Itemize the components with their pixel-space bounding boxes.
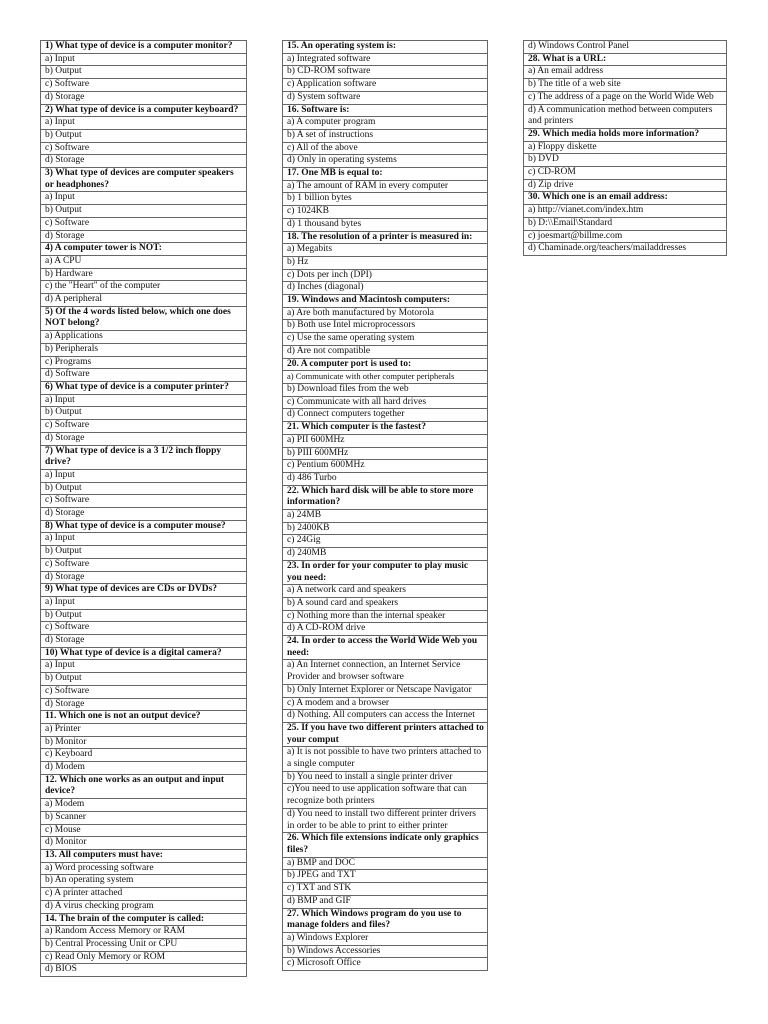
question-text: 2) What type of device is a computer keyboard?: [40, 105, 247, 118]
answer-option: d) Only in operating systems: [282, 155, 488, 168]
answer-option: a) Input: [40, 533, 247, 546]
answer-option: a) A CPU: [40, 256, 247, 269]
answer-option: c) Application software: [282, 79, 488, 92]
question-text: 12. Which one works as an output and input device?: [40, 775, 247, 799]
answer-option: b) PIII 600MHz: [282, 448, 488, 461]
answer-option: c) The address of a page on the World Wide Web: [523, 92, 727, 105]
question-text: 26. Which file extensions indicate only graphics files?: [282, 833, 488, 857]
answer-option: d) A CD-ROM drive: [282, 623, 488, 636]
answer-option: c) 1024KB: [282, 206, 488, 219]
answer-option: c) Software: [40, 420, 247, 433]
answer-option: c) Programs: [40, 357, 247, 370]
answer-option: c) Pentium 600MHz: [282, 460, 488, 473]
answer-option: d) You need to install two different printer drivers in order to be able to print to either printer: [282, 809, 488, 833]
answer-option: c) A modem and a browser: [282, 698, 488, 711]
answer-option: b) Only Internet Explorer or Netscape Navigator: [282, 685, 488, 698]
answer-option: d) Storage: [40, 231, 247, 244]
answer-option: b) Hz: [282, 257, 488, 270]
answer-option: b) Both use Intel microprocessors: [282, 320, 488, 333]
answer-option: a) Communicate with other computer peripherals: [282, 371, 488, 384]
answer-option: b) Central Processing Unit or CPU: [40, 939, 247, 952]
answer-option: c) the "Heart" of the computer: [40, 281, 247, 294]
answer-option: d) Zip drive: [523, 180, 727, 193]
answer-option: a) Input: [40, 597, 247, 610]
answer-option: a) Applications: [40, 331, 247, 344]
answer-option: b) Monitor: [40, 737, 247, 750]
answer-option: b) Scanner: [40, 812, 247, 825]
question-text: 27. Which Windows program do you use to manage folders and files?: [282, 909, 488, 933]
answer-option: c) TXT and STK: [282, 883, 488, 896]
answer-option: c) Keyboard: [40, 749, 247, 762]
answer-option: b) A sound card and speakers: [282, 598, 488, 611]
answer-option: d) Chaminade.org/teachers/mailaddresses: [523, 243, 727, 256]
answer-option: c) joesmart@billme.com: [523, 231, 727, 244]
answer-option: c) Dots per inch (DPI): [282, 270, 488, 283]
answer-option: b) JPEG and TXT: [282, 870, 488, 883]
answer-option: c) 24Gig: [282, 535, 488, 548]
answer-option: d) Nothing. All computers can access the Internet: [282, 710, 488, 723]
answer-option: b) Output: [40, 66, 247, 79]
question-text: 1) What type of device is a computer monitor?: [40, 41, 247, 54]
answer-option: b) Download files from the web: [282, 384, 488, 397]
answer-option: a) Modem: [40, 799, 247, 812]
answer-option: a) Megabits: [282, 244, 488, 257]
quiz-column-1: [40, 40, 247, 977]
answer-option: a) Random Access Memory or RAM: [40, 926, 247, 939]
answer-option: c) A printer attached: [40, 888, 247, 901]
answer-option: b) An operating system: [40, 875, 247, 888]
answer-option: d) Are not compatible: [282, 346, 488, 359]
question-text: 17. One MB is equal to:: [282, 168, 488, 181]
answer-option: d) System software: [282, 92, 488, 105]
answer-option: c) Software: [40, 218, 247, 231]
answer-option: b) Output: [40, 205, 247, 218]
quiz-column-3: [523, 40, 727, 256]
question-text: 4) A computer tower is NOT:: [40, 243, 247, 256]
answer-option: d) Storage: [40, 635, 247, 648]
question-text: 8) What type of device is a computer mouse?: [40, 521, 247, 534]
answer-option: c) Microsoft Office: [282, 958, 488, 971]
answer-option: a) Integrated software: [282, 54, 488, 67]
answer-option: d) A communication method between computers and printers: [523, 105, 727, 129]
answer-option: a) Printer: [40, 724, 247, 737]
question-text: 7) What type of device is a 3 1/2 inch floppy drive?: [40, 446, 247, 470]
answer-option: c) Nothing more than the internal speaker: [282, 611, 488, 624]
answer-option: a) Input: [40, 395, 247, 408]
answer-option: c) CD-ROM: [523, 167, 727, 180]
question-text: 30. Which one is an email address:: [523, 192, 727, 205]
answer-option: a) The amount of RAM in every computer: [282, 181, 488, 194]
question-text: 5) Of the 4 words listed below, which one does NOT belong?: [40, 307, 247, 331]
answer-option: b) You need to install a single printer driver: [282, 772, 488, 785]
answer-option: a) Input: [40, 54, 247, 67]
answer-option: c) Software: [40, 79, 247, 92]
answer-option: a) Floppy diskette: [523, 142, 727, 155]
question-text: 18. The resolution of a printer is measured in:: [282, 232, 488, 245]
answer-option: a) A network card and speakers: [282, 585, 488, 598]
answer-option: d) Connect computers together: [282, 409, 488, 422]
question-text: 28. What is a URL:: [523, 54, 727, 67]
question-text: 20. A computer port is used to:: [282, 359, 488, 372]
answer-option: d) BIOS: [40, 964, 247, 977]
question-text: 14. The brain of the computer is called:: [40, 914, 247, 927]
answer-option: b) D:\\Email\Standard: [523, 218, 727, 231]
answer-option: a) An email address: [523, 66, 727, 79]
answer-option: a) A computer program: [282, 117, 488, 130]
answer-option: b) 1 billion bytes: [282, 193, 488, 206]
answer-option: d) Storage: [40, 155, 247, 168]
question-text: 23. In order for your computer to play music you need:: [282, 561, 488, 585]
answer-option: d) 1 thousand bytes: [282, 219, 488, 232]
answer-option: a) It is not possible to have two printers attached to a single computer: [282, 747, 488, 771]
answer-option: c) Use the same operating system: [282, 333, 488, 346]
answer-option: d) Software: [40, 369, 247, 382]
answer-option: a) 24MB: [282, 510, 488, 523]
answer-option: d) A peripheral: [40, 294, 247, 307]
answer-option: b) The title of a web site: [523, 79, 727, 92]
question-text: 15. An operating system is:: [282, 41, 488, 54]
answer-option: b) DVD: [523, 154, 727, 167]
question-text: 10) What type of device is a digital camera?: [40, 648, 247, 661]
answer-option: b) Hardware: [40, 269, 247, 282]
answer-option: d) 240MB: [282, 548, 488, 561]
answer-option: c)You need to use application software that can recognize both printers: [282, 784, 488, 808]
answer-option: d) Modem: [40, 762, 247, 775]
answer-option: d) Storage: [40, 508, 247, 521]
answer-option: b) A set of instructions: [282, 130, 488, 143]
answer-option: b) Peripherals: [40, 344, 247, 357]
answer-option: d) Inches (diagonal): [282, 282, 488, 295]
question-text: 25. If you have two different printers attached to your comput: [282, 723, 488, 747]
answer-option: b) Output: [40, 407, 247, 420]
answer-option: a) Input: [40, 117, 247, 130]
quiz-column-2: [282, 40, 488, 971]
answer-option: c) Software: [40, 686, 247, 699]
answer-option: b) Windows Accessories: [282, 946, 488, 959]
answer-option: c) Software: [40, 559, 247, 572]
answer-option: d) Windows Control Panel: [523, 41, 727, 54]
question-text: 6) What type of device is a computer printer?: [40, 382, 247, 395]
answer-option: b) Output: [40, 673, 247, 686]
answer-option: b) Output: [40, 546, 247, 559]
question-text: 16. Software is:: [282, 105, 488, 118]
answer-option: c) Mouse: [40, 825, 247, 838]
answer-option: d) Monitor: [40, 837, 247, 850]
answer-option: c) Software: [40, 622, 247, 635]
question-text: 11. Which one is not an output device?: [40, 711, 247, 724]
answer-option: c) All of the above: [282, 143, 488, 156]
answer-option: a) BMP and DOC: [282, 858, 488, 871]
answer-option: a) Windows Explorer: [282, 933, 488, 946]
answer-option: d) Storage: [40, 433, 247, 446]
question-text: 3) What type of devices are computer speakers or headphones?: [40, 168, 247, 192]
question-text: 24. In order to access the World Wide Web you need:: [282, 636, 488, 660]
answer-option: b) Output: [40, 483, 247, 496]
answer-option: c) Communicate with all hard drives: [282, 397, 488, 410]
answer-option: c) Read Only Memory or ROM: [40, 952, 247, 965]
answer-option: b) 2400KB: [282, 523, 488, 536]
question-text: 29. Which media holds more information?: [523, 129, 727, 142]
answer-option: b) CD-ROM software: [282, 66, 488, 79]
question-text: 13. All computers must have:: [40, 850, 247, 863]
answer-option: d) BMP and GIF: [282, 896, 488, 909]
answer-option: a) Are both manufactured by Motorola: [282, 308, 488, 321]
answer-option: a) Word processing software: [40, 863, 247, 876]
answer-option: d) Storage: [40, 92, 247, 105]
answer-option: c) Software: [40, 143, 247, 156]
answer-option: a) PII 600MHz: [282, 435, 488, 448]
question-text: 9) What type of devices are CDs or DVDs?: [40, 584, 247, 597]
answer-option: b) Output: [40, 610, 247, 623]
answer-option: a) Input: [40, 192, 247, 205]
answer-option: c) Software: [40, 495, 247, 508]
answer-option: a) Input: [40, 470, 247, 483]
answer-option: d) A virus checking program: [40, 901, 247, 914]
question-text: 19. Windows and Macintosh computers:: [282, 295, 488, 308]
answer-option: d) Storage: [40, 572, 247, 585]
question-text: 22. Which hard disk will be able to store more information?: [282, 486, 488, 510]
answer-option: a) An Internet connection, an Internet Service Provider and browser software: [282, 660, 488, 684]
answer-option: d) 486 Turbo: [282, 473, 488, 486]
answer-option: a) http://vianet.com/index.htm: [523, 205, 727, 218]
answer-option: b) Output: [40, 130, 247, 143]
question-text: 21. Which computer is the fastest?: [282, 422, 488, 435]
answer-option: a) Input: [40, 660, 247, 673]
answer-option: d) Storage: [40, 699, 247, 712]
